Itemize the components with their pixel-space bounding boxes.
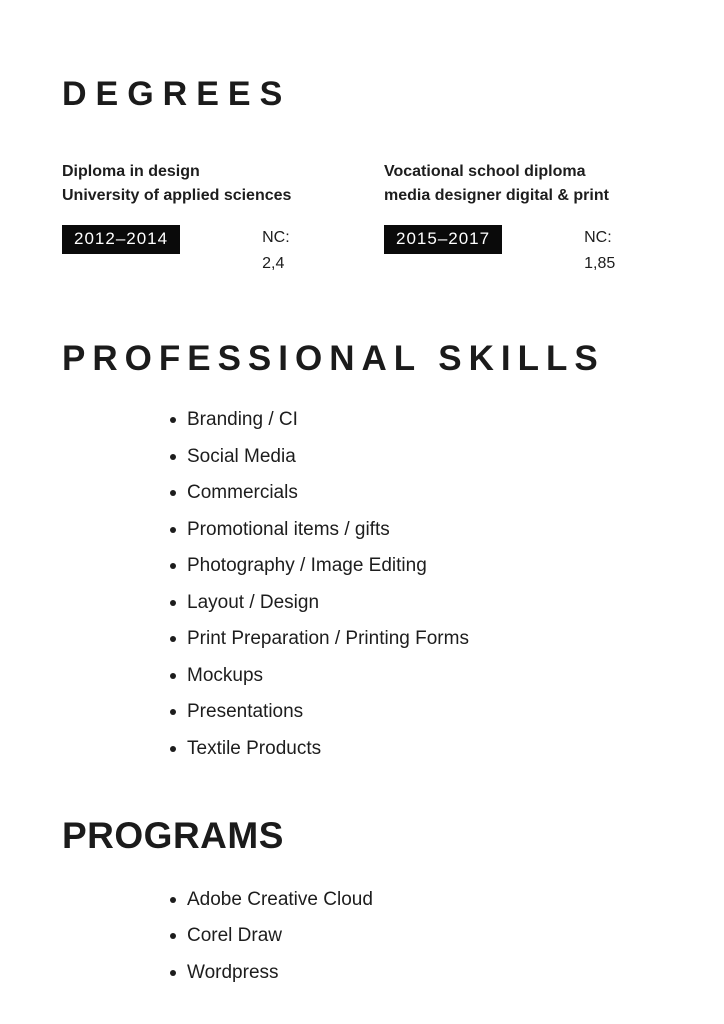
degree-nc	[262, 225, 290, 277]
degree-title	[62, 160, 384, 208]
degree-entry-1	[62, 160, 384, 277]
degree-title-line1: Vocational school diploma	[384, 163, 586, 180]
degrees-columns	[62, 160, 662, 277]
degree-nc	[584, 225, 615, 277]
degree-meta	[384, 225, 706, 277]
degree-period-badge: 2015–2017	[384, 225, 502, 254]
list-item: Layout / Design	[170, 592, 662, 613]
degree-nc-label: NC:	[584, 229, 612, 246]
degree-title-line1: Diploma in design	[62, 163, 200, 180]
list-item: Presentations	[170, 701, 662, 722]
list-item: Branding / CI	[170, 409, 662, 430]
list-item: Print Preparation / Printing Forms	[170, 628, 662, 649]
skills-list	[62, 409, 662, 759]
list-item: Corel Draw	[170, 925, 662, 946]
degree-meta	[62, 225, 384, 277]
programs-heading: PROGRAMS	[62, 814, 284, 856]
list-item: Promotional items / gifts	[170, 519, 662, 540]
degree-title	[384, 160, 706, 208]
degree-title-line2: University of applied sciences	[62, 187, 292, 204]
skills-heading: PROFESSIONAL SKILLS	[62, 339, 605, 378]
list-item: Social Media	[170, 446, 662, 467]
list-item: Mockups	[170, 665, 662, 686]
programs-list	[62, 889, 662, 983]
degrees-heading: DEGREES	[62, 75, 292, 113]
list-item: Commercials	[170, 482, 662, 503]
degree-entry-2	[384, 160, 706, 277]
degree-nc-value: 1,85	[584, 255, 616, 272]
degree-title-line2: media designer digital & print	[384, 187, 609, 204]
list-item: Adobe Creative Cloud	[170, 889, 662, 910]
list-item: Wordpress	[170, 962, 662, 983]
degree-period-badge: 2012–2014	[62, 225, 180, 254]
degree-nc-value: 2,4	[262, 255, 285, 272]
degree-nc-label: NC:	[262, 229, 290, 246]
list-item: Photography / Image Editing	[170, 555, 662, 576]
list-item: Textile Products	[170, 738, 662, 759]
